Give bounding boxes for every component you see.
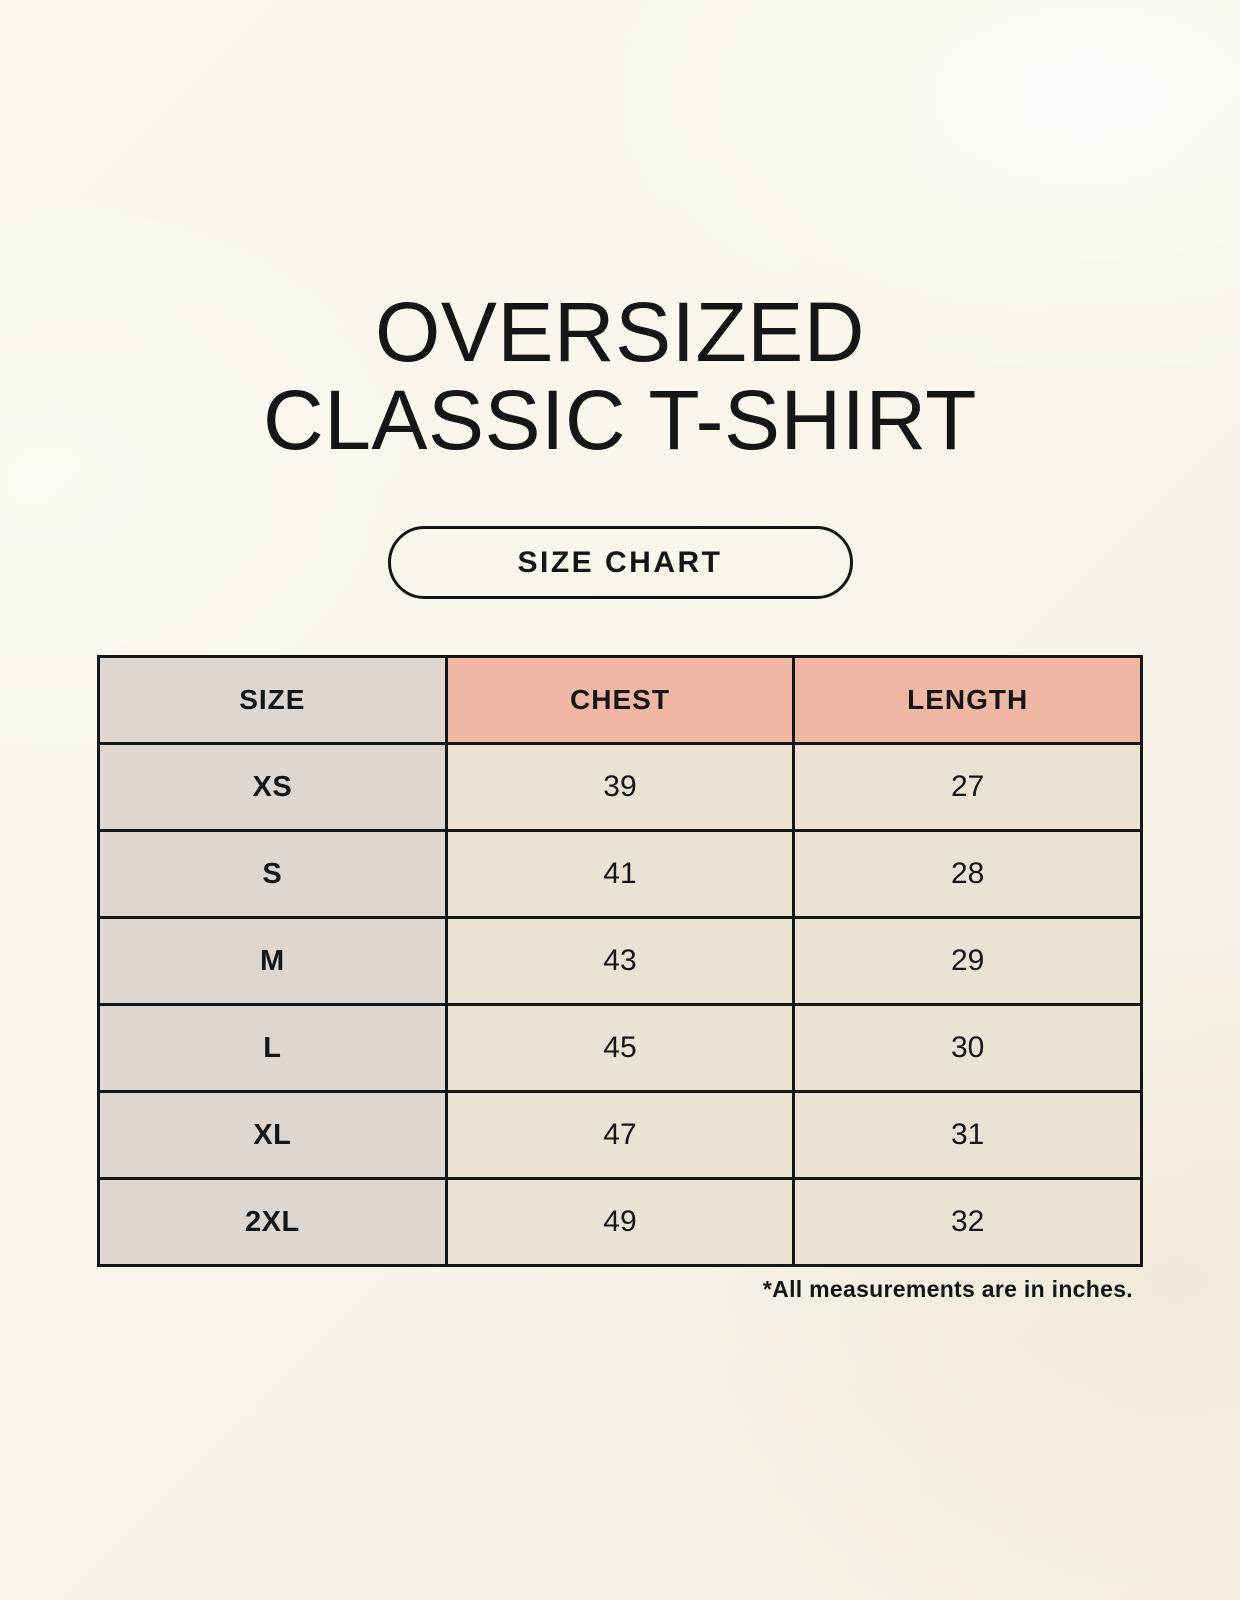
length-value: 29: [794, 918, 1142, 1005]
table-row: [99, 831, 1142, 918]
measurements-note: *All measurements are in inches.: [762, 1276, 1133, 1302]
table-row: [99, 1092, 1142, 1179]
product-title-line2: CLASSIC T-SHIRT: [263, 373, 977, 467]
chest-value: 39: [446, 744, 794, 831]
length-value: 32: [794, 1179, 1142, 1266]
column-header-length: LENGTH: [794, 657, 1142, 744]
table-row: [99, 1005, 1142, 1092]
header-row: [99, 657, 1142, 744]
size-cell: XS: [99, 744, 447, 831]
length-value: 27: [794, 744, 1142, 831]
length-value: 28: [794, 831, 1142, 918]
table-row: [99, 744, 1142, 831]
table-row: [99, 918, 1142, 1005]
chest-value: 41: [446, 831, 794, 918]
chest-value: 43: [446, 918, 794, 1005]
chest-value: 45: [446, 1005, 794, 1092]
length-value: 31: [794, 1092, 1142, 1179]
size-chart-badge-label: SIZE CHART: [517, 545, 723, 579]
chest-value: 47: [446, 1092, 794, 1179]
size-chart-badge: [388, 526, 853, 599]
table-row: [99, 1179, 1142, 1266]
size-cell: M: [99, 918, 447, 1005]
column-header-size: SIZE: [99, 657, 447, 744]
size-chart-table: [97, 655, 1143, 1267]
product-title-line1: OVERSIZED: [375, 285, 865, 379]
product-title: [263, 285, 977, 467]
size-table-container: [97, 655, 1143, 1303]
column-header-chest: CHEST: [446, 657, 794, 744]
size-cell: S: [99, 831, 447, 918]
size-cell: 2XL: [99, 1179, 447, 1266]
length-value: 30: [794, 1005, 1142, 1092]
size-cell: L: [99, 1005, 447, 1092]
size-cell: XL: [99, 1092, 447, 1179]
chest-value: 49: [446, 1179, 794, 1266]
